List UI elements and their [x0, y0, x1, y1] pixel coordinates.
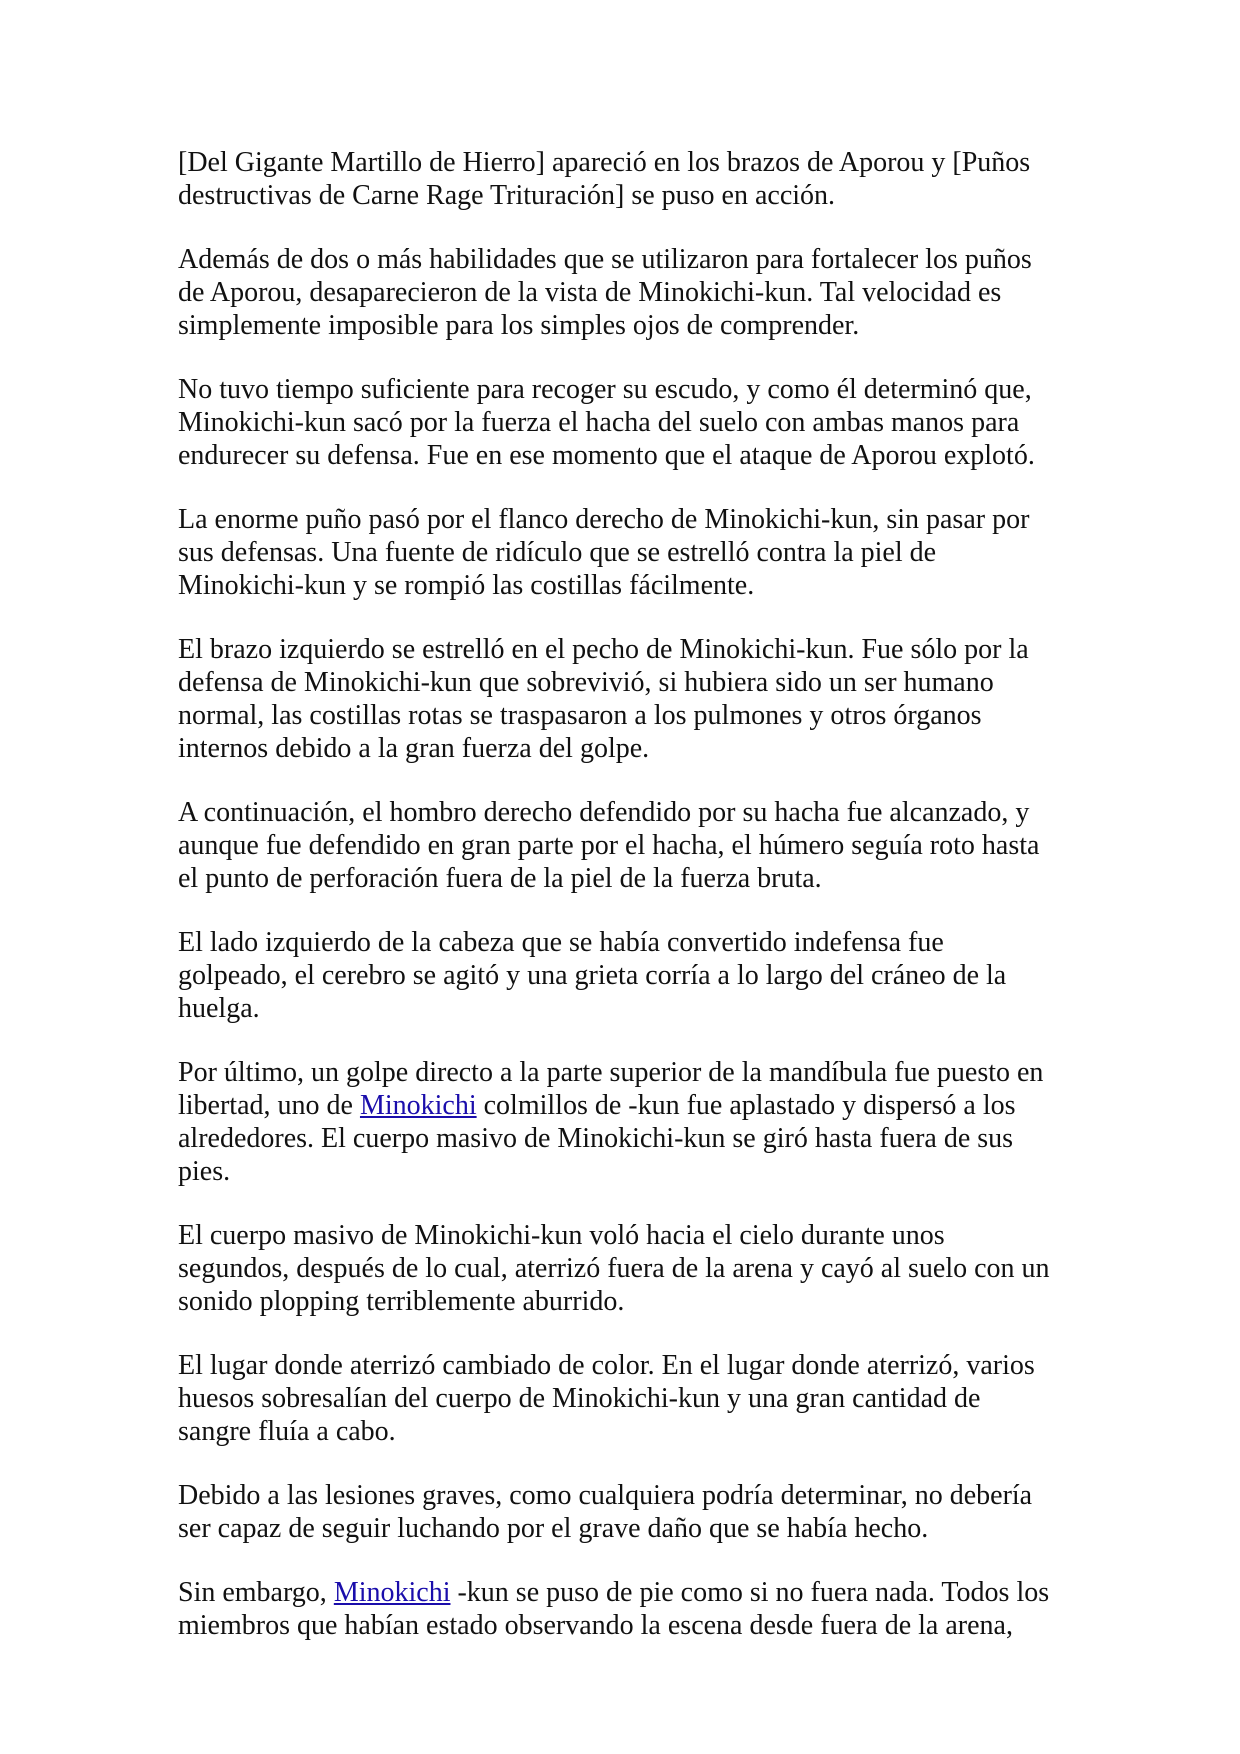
- text-line: defensa de Minokichi-kun que sobrevivió, si hubiera sido un ser humano: [178, 667, 994, 698]
- minokichi-link[interactable]: Minokichi: [333, 1577, 451, 1608]
- paragraph-10: [178, 1349, 1078, 1448]
- text-segment: colmillos de -kun fue aplastado y dispersó a los: [476, 1090, 1016, 1121]
- text-line: destructivas de Carne Rage Trituración] se puso en acción.: [178, 180, 836, 211]
- paragraph-5: [178, 633, 1078, 765]
- text-line: el punto de perforación fuera de la piel de la fuerza bruta.: [178, 863, 822, 894]
- text-line: Por último, un golpe directo a la parte superior de la mandíbula fue puesto en: [178, 1057, 1044, 1088]
- paragraph-9: [178, 1219, 1078, 1318]
- text-line: El cuerpo masivo de Minokichi-kun voló hacia el cielo durante unos: [178, 1220, 945, 1251]
- text-line: alrededores. El cuerpo masivo de Minokichi-kun se giró hasta fuera de sus: [178, 1123, 1014, 1154]
- text-line: [178, 1089, 1078, 1122]
- text-line: sonido plopping terriblemente aburrido.: [178, 1286, 625, 1317]
- text-line: segundos, después de lo cual, aterrizó fuera de la arena y cayó al suelo con un: [178, 1253, 1050, 1284]
- text-line: endurecer su defensa. Fue en ese momento que el ataque de Aporou explotó.: [178, 440, 1035, 471]
- text-line: normal, las costillas rotas se traspasaron a los pulmones y otros órganos: [178, 700, 982, 731]
- document-page: [178, 146, 1078, 1673]
- paragraph-12: [178, 1576, 1078, 1642]
- text-line: huelga.: [178, 993, 260, 1024]
- text-line: [178, 1576, 1078, 1609]
- paragraph-3: [178, 373, 1078, 472]
- paragraph-7: [178, 926, 1078, 1025]
- text-line: Minokichi-kun sacó por la fuerza el hacha del suelo con ambas manos para: [178, 407, 1020, 438]
- minokichi-link[interactable]: Minokichi: [359, 1090, 477, 1121]
- text-line: ser capaz de seguir luchando por el grave daño que se había hecho.: [178, 1513, 929, 1544]
- paragraph-6: [178, 796, 1078, 895]
- text-line: Debido a las lesiones graves, como cualquiera podría determinar, no debería: [178, 1480, 1033, 1511]
- paragraph-1: [178, 146, 1078, 212]
- text-line: huesos sobresalían del cuerpo de Minokichi-kun y una gran cantidad de: [178, 1383, 981, 1414]
- paragraph-4: [178, 503, 1078, 602]
- paragraph-11: [178, 1479, 1078, 1545]
- text-line: No tuvo tiempo suficiente para recoger su escudo, y como él determinó que,: [178, 374, 1032, 405]
- text-line: pies.: [178, 1156, 231, 1187]
- text-segment: libertad, uno de: [178, 1090, 360, 1121]
- paragraph-2: [178, 243, 1078, 342]
- text-line: aunque fue defendido en gran parte por el hacha, el húmero seguía roto hasta: [178, 830, 1040, 861]
- text-line: El brazo izquierdo se estrelló en el pecho de Minokichi-kun. Fue sólo por la: [178, 634, 1029, 665]
- text-line: simplemente imposible para los simples ojos de comprender.: [178, 310, 860, 341]
- text-line: La enorme puño pasó por el flanco derecho de Minokichi-kun, sin pasar por: [178, 504, 1030, 535]
- paragraph-8: [178, 1056, 1078, 1188]
- text-line: sangre fluía a cabo.: [178, 1416, 396, 1447]
- text-line: miembros que habían estado observando la escena desde fuera de la arena,: [178, 1610, 1013, 1641]
- text-line: El lugar donde aterrizó cambiado de color. En el lugar donde aterrizó, varios: [178, 1350, 1035, 1381]
- text-segment: -kun se puso de pie como si no fuera nada. Todos los: [450, 1577, 1050, 1608]
- text-line: A continuación, el hombro derecho defendido por su hacha fue alcanzado, y: [178, 797, 1030, 828]
- text-line: golpeado, el cerebro se agitó y una grieta corría a lo largo del cráneo de la: [178, 960, 1007, 991]
- text-line: sus defensas. Una fuente de ridículo que se estrelló contra la piel de: [178, 537, 937, 568]
- text-line: El lado izquierdo de la cabeza que se había convertido indefensa fue: [178, 927, 944, 958]
- text-line: de Aporou, desaparecieron de la vista de Minokichi-kun. Tal velocidad es: [178, 277, 1002, 308]
- text-segment: Sin embargo,: [178, 1577, 334, 1608]
- text-line: Además de dos o más habilidades que se utilizaron para fortalecer los puños: [178, 244, 1032, 275]
- text-line: internos debido a la gran fuerza del golpe.: [178, 733, 650, 764]
- text-line: Minokichi-kun y se rompió las costillas fácilmente.: [178, 570, 755, 601]
- text-line: [Del Gigante Martillo de Hierro] apareció en los brazos de Aporou y [Puños: [178, 147, 1031, 178]
